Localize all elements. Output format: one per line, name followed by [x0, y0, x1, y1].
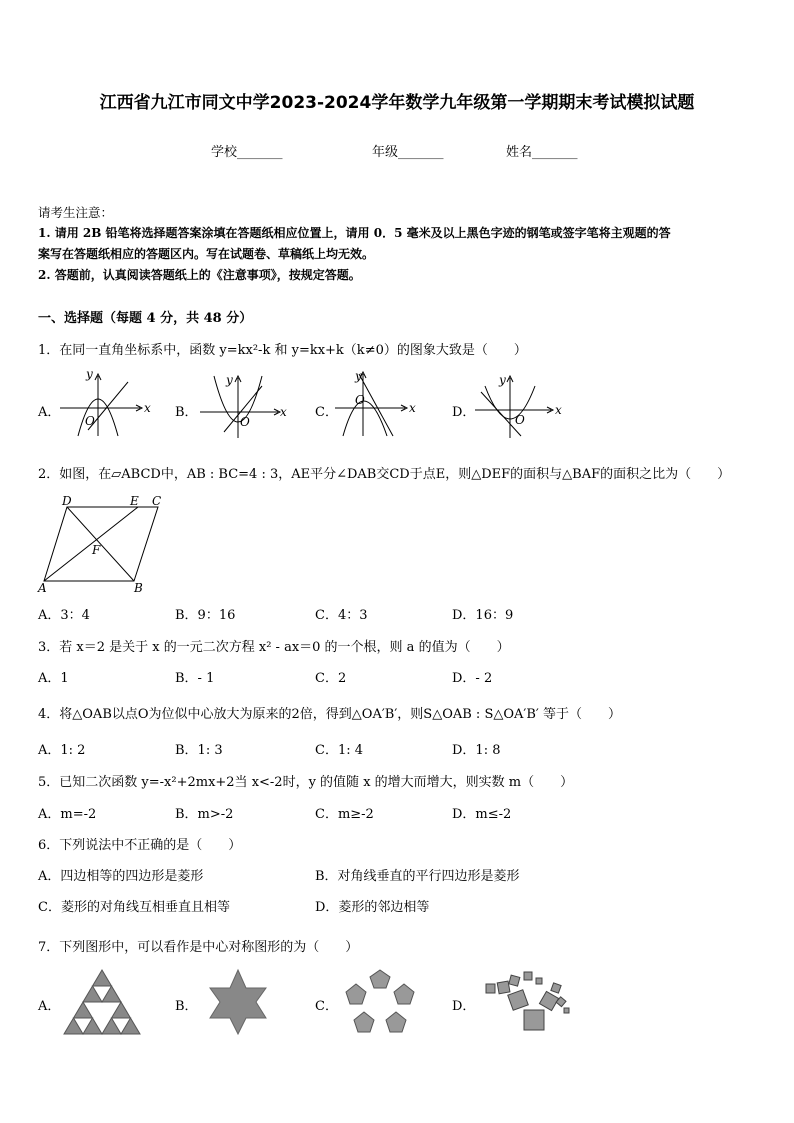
q4-option-b: B．1: 3	[175, 743, 223, 758]
q2-option-d: D．16：9	[452, 608, 514, 623]
q3-option-a: A．1	[38, 671, 69, 686]
svg-text:O: O	[515, 413, 525, 427]
q6-option-b: B．对角线垂直的平行四边形是菱形	[315, 869, 520, 884]
q7-six-point-star-figure	[206, 968, 270, 1036]
question-7-stem: 7．下列图形中，可以看作是中心对称图形的为（ ）	[38, 940, 359, 955]
q3-option-b: B．- 1	[175, 671, 215, 686]
q4-option-d: D．1: 8	[452, 743, 501, 758]
svg-text:B: B	[134, 581, 143, 595]
q1-option-a: A．	[38, 405, 61, 420]
name-field: 姓名_______	[506, 145, 578, 160]
svg-text:E: E	[130, 494, 139, 508]
q1a-x-label: x	[144, 401, 151, 415]
svg-text:D: D	[62, 494, 72, 508]
q1-graph-c	[335, 370, 425, 440]
svg-text:O: O	[355, 393, 365, 407]
q1a-o-label: O	[85, 414, 95, 428]
svg-text:y: y	[355, 369, 362, 383]
svg-text:x: x	[409, 401, 416, 415]
q1-option-c: C．	[315, 405, 338, 420]
q7-sierpinski-triangle-figure	[62, 968, 142, 1036]
svg-text:O: O	[240, 415, 250, 429]
svg-text:C: C	[152, 494, 162, 508]
grade-field: 年级_______	[372, 145, 444, 160]
q6-option-c: C．菱形的对角线互相垂直且相等	[38, 900, 230, 915]
q7-pythagoras-tree-figure	[480, 968, 572, 1034]
question-3-stem: 3．若 x＝2 是关于 x 的一元二次方程 x² - ax＝0 的一个根，则 a 的值为（ ）	[38, 640, 510, 655]
svg-text:x: x	[280, 405, 287, 419]
q5-option-d: D．m≤-2	[452, 807, 512, 822]
q1-option-b: B．	[175, 405, 198, 420]
q4-option-a: A．1: 2	[38, 743, 86, 758]
q2-option-a: A．3：4	[38, 608, 90, 623]
question-1-stem: 1．在同一直角坐标系中，函数 y=kx²-k 和 y=kx+k（k≠0）的图象大致是（ ）	[38, 343, 527, 358]
notice-line-1b: 案写在答题纸相应的答题区内。写在试题卷、草稿纸上均无效。	[38, 247, 375, 261]
q1-graph-a	[60, 367, 151, 440]
q2-option-c: C．4：3	[315, 608, 368, 623]
q7-option-d: D．	[452, 999, 476, 1014]
svg-text:A: A	[38, 581, 47, 595]
q5-option-c: C．m≥-2	[315, 807, 374, 822]
notice-heading: 请考生注意：	[38, 205, 114, 220]
section-heading: 一、选择题（每题 4 分，共 48 分）	[38, 311, 253, 326]
q7-option-c: C．	[315, 999, 338, 1014]
q2-parallelogram-figure	[38, 494, 168, 594]
question-4-stem: 4．将△OAB以点O为位似中心放大为原来的2倍，得到△OA′B′，则S△OAB : S△OA′B′ 等于（ ）	[38, 707, 621, 722]
notice-line-2: 2. 答题前，认真阅读答题纸上的《注意事项》，按规定答题。	[38, 268, 361, 282]
question-2-stem: 2．如图，在▱ABCD中，AB : BC=4 : 3，AE平分∠DAB交CD于点E，则△DEF的面积与△BAF的面积之比为（ ）	[38, 467, 731, 482]
q6-option-d: D．菱形的邻边相等	[315, 900, 430, 915]
q2-option-b: B．9：16	[175, 608, 236, 623]
svg-text:y: y	[226, 373, 233, 387]
q7-pentagon-ring-figure	[344, 968, 416, 1034]
q4-option-c: C．1: 4	[315, 743, 364, 758]
question-5-stem: 5．已知二次函数 y=-x²+2mx+2当 x<-2时，y 的值随 x 的增大而增大，则实数 m（ ）	[38, 775, 574, 790]
svg-text:y: y	[499, 373, 506, 387]
school-field: 学校_______	[211, 145, 283, 160]
q1-graph-b	[200, 372, 290, 442]
q3-option-c: C．2	[315, 671, 347, 686]
question-6-stem: 6．下列说法中不正确的是（ ）	[38, 838, 242, 853]
page-title: 江西省九江市同文中学2023-2024学年数学九年级第一学期期末考试模拟试题	[99, 93, 695, 113]
notice-line-1: 1. 请用 2B 铅笔将选择题答案涂填在答题纸相应位置上，请用 0．5 毫米及以上黑色字迹的钢笔或签字笔将主观题的答	[38, 226, 671, 240]
q3-option-d: D．- 2	[452, 671, 493, 686]
q1-option-d: D．	[452, 405, 476, 420]
q5-option-b: B．m>-2	[175, 807, 234, 822]
svg-text:x: x	[555, 403, 562, 417]
q6-option-a: A．四边相等的四边形是菱形	[38, 869, 204, 884]
svg-text:F: F	[92, 543, 101, 557]
q1-graph-d	[475, 372, 565, 442]
q5-option-a: A．m=-2	[38, 807, 97, 822]
q7-option-b: B．	[175, 999, 198, 1014]
q1a-y-label: y	[86, 367, 93, 381]
q7-option-a: A．	[38, 999, 61, 1014]
